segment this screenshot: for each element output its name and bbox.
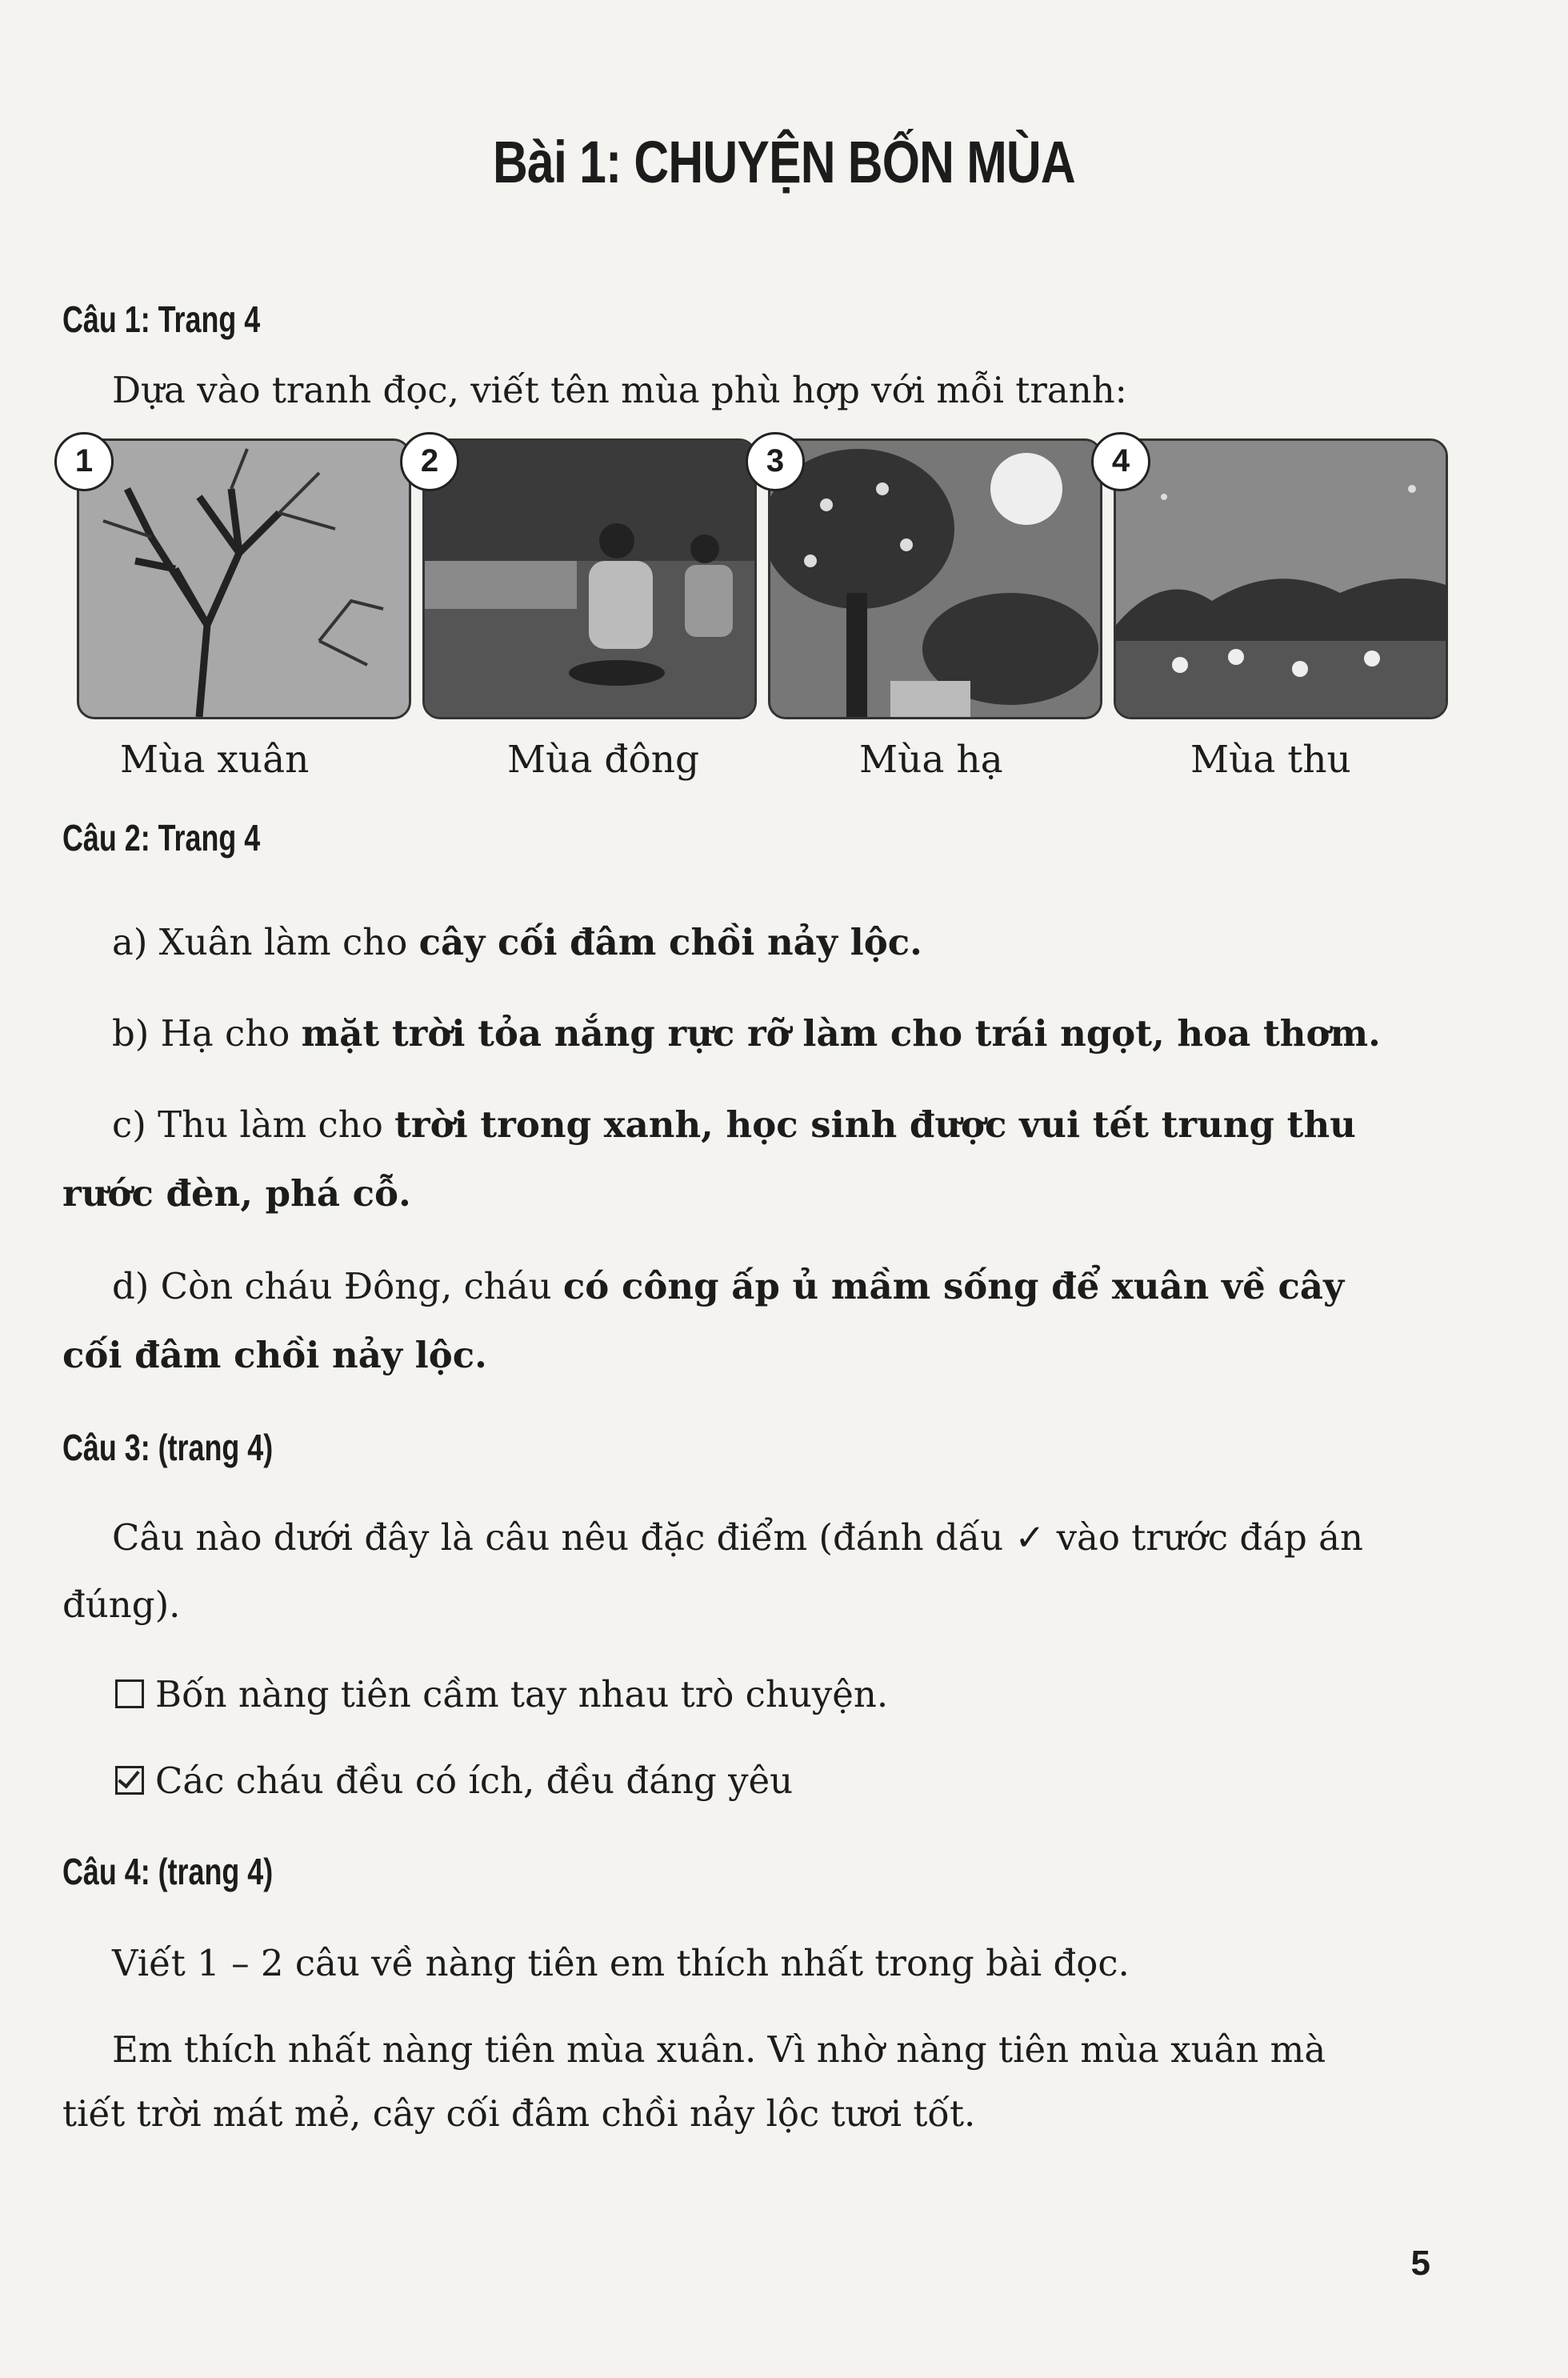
bare-tree-illustration xyxy=(79,441,409,717)
q3-heading: Câu 3: (trang 4) xyxy=(62,1427,274,1468)
caption-picture-1: Mùa xuân xyxy=(120,738,310,782)
q3-prompt-cont: đúng). xyxy=(62,1583,181,1626)
q3-option-2: Các cháu đều có ích, đều đáng yêu xyxy=(115,1757,793,1805)
picture-4-night-festival xyxy=(1114,438,1448,719)
q2-answer-d-cont: cối đâm chồi nảy lộc. xyxy=(62,1334,487,1376)
q4-answer: Em thích nhất nàng tiên mùa xuân. Vì nhờ nàng tiên mùa xuân mà xyxy=(112,2028,1326,2071)
q4-heading: Câu 4: (trang 4) xyxy=(62,1851,274,1892)
q4-prompt: Viết 1 – 2 câu về nàng tiên em thích nhất trong bài đọc. xyxy=(112,1942,1130,1984)
q2-heading: Câu 2: Trang 4 xyxy=(62,817,261,859)
picture-4-number: 4 xyxy=(1091,432,1150,491)
q2-answer-a: a) Xuân làm cho cây cối đâm chồi nảy lộc. xyxy=(112,921,922,963)
q3-option-1: Bốn nàng tiên cầm tay nhau trò chuyện. xyxy=(115,1671,888,1719)
picture-2-family-indoors xyxy=(422,438,757,719)
caption-picture-2: Mùa đông xyxy=(507,738,700,782)
indoor-family-illustration xyxy=(425,441,754,717)
picture-1-bare-tree xyxy=(77,438,411,719)
unchecked-box-icon[interactable] xyxy=(115,1679,144,1708)
page-number: 5 xyxy=(1410,2244,1430,2283)
q2-answer-d: d) Còn cháu Đông, cháu có công ấp ủ mầm sống để xuân về cây xyxy=(112,1265,1345,1307)
q2-answer-c-cont: rước đèn, phá cỗ. xyxy=(62,1172,411,1215)
lesson-title: Bài 1: CHUYỆN BỐN MÙA xyxy=(493,129,1075,195)
caption-picture-3: Mùa hạ xyxy=(859,738,1003,782)
q1-heading: Câu 1: Trang 4 xyxy=(62,298,261,340)
q3-prompt: Câu nào dưới đây là câu nêu đặc điểm (đánh dấu ✓ vào trước đáp án xyxy=(112,1516,1363,1559)
picture-2-number: 2 xyxy=(400,432,459,491)
picture-3-number: 3 xyxy=(746,432,805,491)
night-festival-illustration xyxy=(1116,441,1446,717)
season-pictures xyxy=(74,438,1437,719)
q2-answer-b: b) Hạ cho mặt trời tỏa nắng rực rỡ làm cho trái ngọt, hoa thơm. xyxy=(112,1012,1381,1055)
q1-prompt: Dựa vào tranh đọc, viết tên mùa phù hợp với mỗi tranh: xyxy=(112,369,1127,411)
picture-1-number: 1 xyxy=(54,432,114,491)
fruit-tree-illustration xyxy=(770,441,1100,717)
checked-box-icon[interactable] xyxy=(115,1766,144,1795)
caption-picture-4: Mùa thu xyxy=(1190,738,1351,782)
q2-answer-c: c) Thu làm cho trời trong xanh, học sinh được vui tết trung thu xyxy=(112,1103,1356,1146)
q4-answer-cont: tiết trời mát mẻ, cây cối đâm chồi nảy lộc tươi tốt. xyxy=(62,2092,976,2135)
picture-3-fruit-tree xyxy=(768,438,1102,719)
